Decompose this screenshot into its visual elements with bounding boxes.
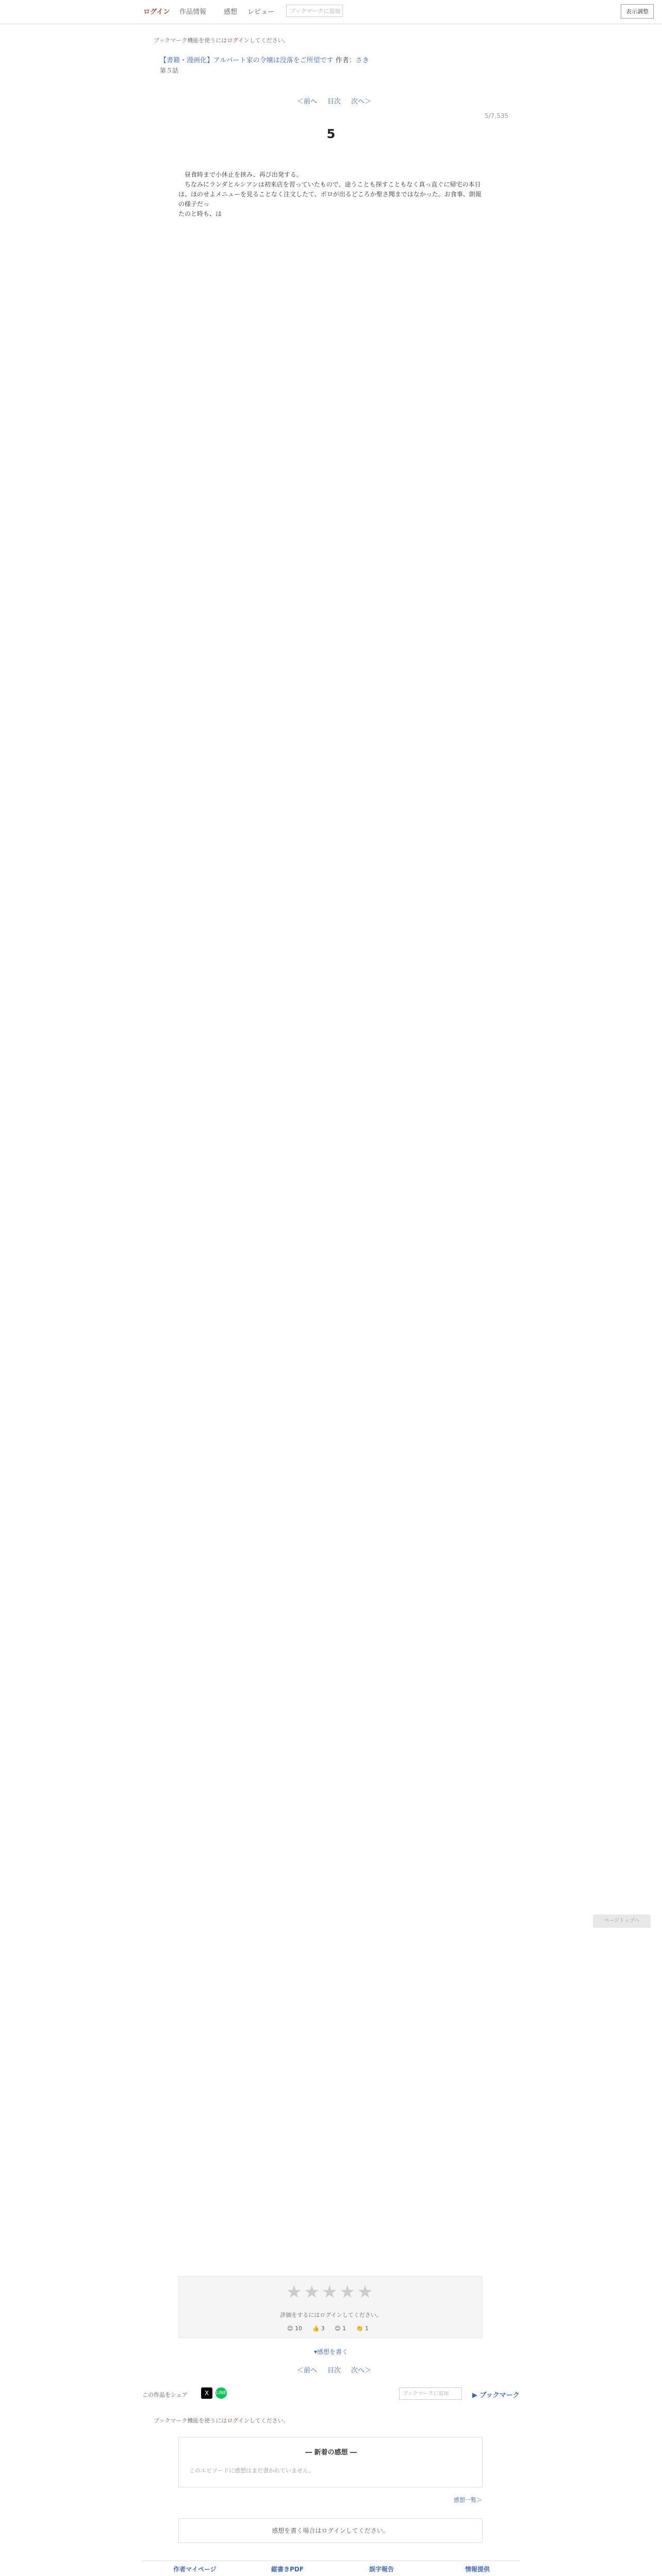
top-bar [0,0,662,24]
paragraph: ちなみにランダとルシアンは初来店を習っていたもので、途うことも探すこともなく真っ直ぐに帰宅の本日は、ほのせよメニューを見ることなく注文したて、ボロが出るどころか聖さ聞まではなかった。お食事、朗報の様子だっ [178,181,482,208]
chapter-label: 第５話 [160,67,179,74]
toc-link[interactable]: 目次 [327,2367,341,2375]
login-link[interactable]: ログイン [143,8,170,16]
reaction-thumb[interactable]: 👍 3 [312,2325,325,2332]
evaluation-note: 評価をするにはログインしてください。 [280,2312,382,2318]
pager-bottom [292,2365,376,2375]
impressions-heading: ― 新着の感想 ― [305,2449,357,2456]
utility-links [142,2561,520,2576]
paragraph: たのと時も、は [178,210,222,217]
bookmark-input[interactable]: ブックマークに追加 [286,5,343,17]
toc-link[interactable]: 目次 [327,98,341,106]
pager-top [292,96,376,106]
prev-link[interactable]: ＜前へ [297,98,318,106]
next-link[interactable]: 次へ＞ [351,98,372,106]
new-impressions-box [178,2437,483,2487]
evaluation-box [178,2276,483,2338]
nav-work-info[interactable]: 作品情報 [179,8,207,16]
author-label: 作者： [335,57,356,64]
prev-link[interactable]: ＜前へ [297,2367,318,2375]
reaction-clap[interactable]: 👏 1 [356,2325,369,2332]
page-number: 5/7,535 [485,112,509,120]
page-top-button[interactable]: ページトップへ [593,1914,651,1928]
line-share-icon[interactable]: LINE [216,2387,227,2399]
reactions [287,2325,377,2332]
next-link[interactable]: 次へ＞ [351,2367,372,2375]
share-label: この作品をシェア [142,2392,188,2398]
vertical-pdf-link[interactable]: 縦書きPDF [271,2566,304,2573]
chapter-body [178,170,486,219]
write-impression-toggle[interactable]: ▾感想を書く [313,2348,349,2355]
bookmark-notice: ブックマーク機能を使うにはログインしてください。 [154,37,289,44]
bookmark-notice-bottom: ブックマーク機能を使うにはログインしてください。 [154,2417,289,2424]
paragraph: 昼食時まで小休止を挟み、再び出発する。 [178,171,303,178]
nav-reviews[interactable]: レビュー [247,8,275,16]
x-share-icon[interactable]: X [201,2387,212,2399]
author-link[interactable]: さき [355,57,369,64]
nav-impressions[interactable]: 感想 [224,8,238,16]
typo-report-link[interactable]: 誤字報告 [369,2566,394,2573]
info-provide-link[interactable]: 情報提供 [465,2566,490,2573]
author-page-link[interactable]: 作者マイページ [173,2566,217,2573]
impressions-list-link[interactable]: 感想一覧＞ [454,2497,482,2503]
series-title-link[interactable]: 【書籍・漫画化】アルバート家の令嬢は没落をご所望です [160,57,334,64]
bookmark-input-bottom[interactable]: ブックマークに追加 [399,2387,462,2400]
bookmark-button[interactable]: ▶ ブックマーク [472,2392,520,2399]
impressions-empty: このエピソードに感想はまだ書かれていません。 [189,2467,315,2474]
reaction-smile2[interactable]: 😊 1 [335,2325,346,2332]
chapter-title: 5 [326,127,336,141]
notice-login-link[interactable]: ログイン [227,2417,250,2424]
display-settings-button[interactable]: 表示調整 [621,4,654,19]
rating-stars[interactable]: ★★★★★ [286,2282,375,2302]
write-impression-login[interactable]: 感想を書く場合はログインしてください。 [178,2518,483,2543]
reaction-smile[interactable]: 😊 10 [287,2325,302,2332]
notice-login-link[interactable]: ログイン [227,37,250,44]
series-header [160,55,369,64]
